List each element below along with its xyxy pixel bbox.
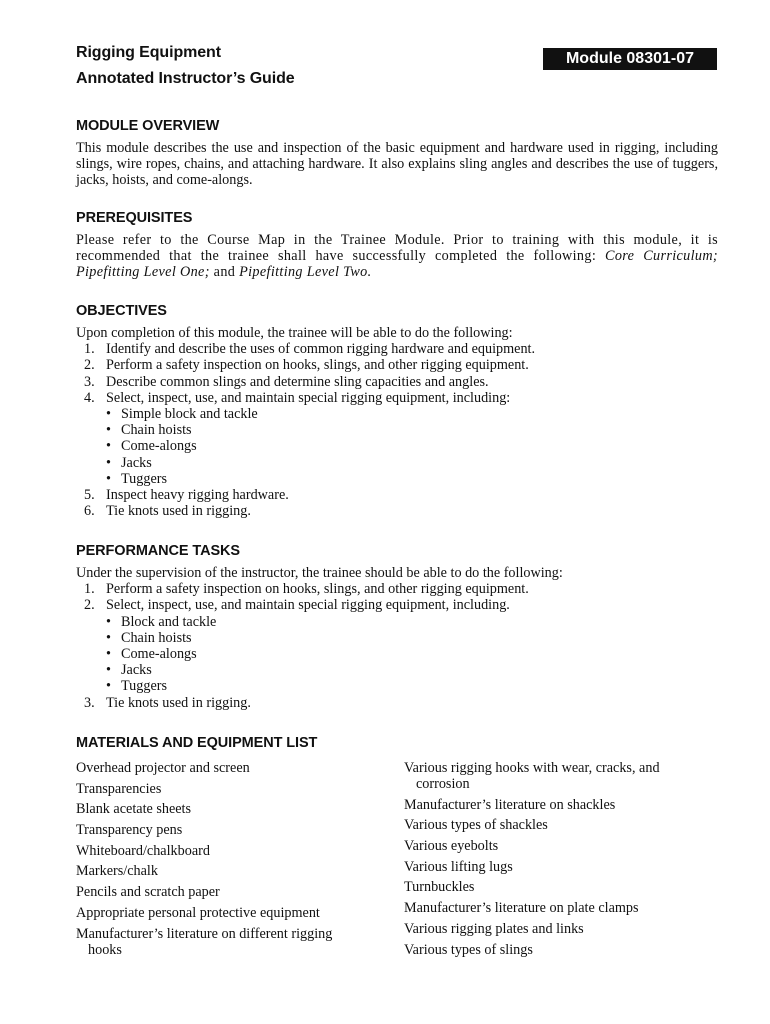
bullet-text: Tuggers — [121, 470, 167, 487]
task-item — [76, 581, 718, 597]
bullet-text: Chain hoists — [121, 422, 192, 439]
bullet-item — [106, 422, 718, 438]
bullet-text: Jacks — [121, 454, 152, 471]
objective-text: Describe common slings and determine sling capacities and angles. — [106, 373, 489, 390]
materials-left-column — [76, 760, 376, 962]
material-item — [76, 863, 376, 879]
material-text-continued: hooks — [88, 941, 122, 958]
material-text: Appropriate personal protective equipment — [76, 904, 320, 921]
task-number: 3. — [84, 694, 95, 711]
material-text: Various rigging plates and links — [404, 920, 584, 937]
bullet-icon: • — [106, 678, 111, 695]
module-overview-section — [76, 118, 718, 189]
objective-number: 6. — [84, 503, 95, 520]
bullet-icon: • — [106, 406, 111, 423]
prerequisite-reference: Pipefitting Level Two. — [239, 264, 372, 281]
performance-tasks-section — [76, 543, 718, 711]
document-subtitle: Annotated Instructor’s Guide — [76, 70, 295, 87]
material-text: Various rigging hooks with wear, cracks, and — [404, 760, 660, 776]
material-item — [76, 801, 376, 817]
objective-number: 2. — [84, 357, 95, 374]
material-item — [76, 760, 376, 776]
bullet-text: Chain hoists — [121, 629, 192, 646]
prerequisites-section — [76, 210, 718, 281]
prerequisites-text: Please refer to the Course Map in the Trainee Module. Prior to training with this module, it is recommended that the trainee shall have successfully completed the following: — [76, 232, 718, 265]
material-item — [404, 859, 704, 875]
bullet-item — [106, 678, 718, 694]
objective-item — [76, 487, 718, 503]
material-text: Various lifting lugs — [404, 858, 513, 875]
material-item — [404, 879, 704, 895]
bullet-text: Jacks — [121, 662, 152, 679]
material-item — [76, 781, 376, 797]
bullet-icon: • — [106, 662, 111, 679]
task-item — [76, 695, 718, 711]
objective-text: Perform a safety inspection on hooks, slings, and other rigging equipment. — [106, 357, 529, 374]
module-number-badge: Module 08301-07 — [543, 48, 717, 70]
bullet-icon: • — [106, 438, 111, 455]
objective-item — [76, 374, 718, 390]
material-text: Manufacturer’s literature on plate clamps — [404, 900, 639, 917]
task-number: 2. — [84, 597, 95, 614]
objective-text: Select, inspect, use, and maintain special rigging equipment, including: — [106, 389, 511, 406]
bullet-item — [106, 455, 718, 471]
objective-item — [76, 341, 718, 357]
objective-item — [76, 390, 718, 487]
objective-number: 4. — [84, 389, 95, 406]
material-item — [404, 797, 704, 813]
section-heading: OBJECTIVES — [76, 303, 167, 319]
bullet-icon: • — [106, 613, 111, 630]
material-item — [404, 900, 704, 916]
material-text: Blank acetate sheets — [76, 801, 192, 818]
task-sublist — [106, 614, 718, 695]
material-text: Manufacturer’s literature on different rigging — [76, 925, 333, 942]
objective-number: 3. — [84, 373, 95, 390]
objective-text: Tie knots used in rigging. — [106, 503, 251, 520]
bullet-item — [106, 662, 718, 678]
objectives-intro: Upon completion of this module, the trainee will be able to do the following: — [76, 325, 513, 341]
material-text: Various eyebolts — [404, 838, 499, 855]
bullet-item — [106, 438, 718, 454]
bullet-item — [106, 630, 718, 646]
section-heading: MATERIALS AND EQUIPMENT LIST — [76, 735, 318, 751]
material-text: Manufacturer’s literature on shackles — [404, 796, 616, 813]
material-text: Overhead projector and screen — [76, 760, 250, 776]
bullet-icon: • — [106, 422, 111, 439]
task-number: 1. — [84, 581, 95, 598]
material-text: Various types of slings — [404, 941, 533, 958]
material-item — [76, 905, 376, 921]
material-item — [76, 822, 376, 838]
objective-item — [76, 357, 718, 373]
material-text: Transparencies — [76, 780, 162, 797]
task-item — [76, 597, 718, 694]
bullet-icon: • — [106, 454, 111, 471]
bullet-text: Block and tackle — [121, 613, 217, 630]
material-text: Various types of shackles — [404, 817, 548, 834]
section-heading: PERFORMANCE TASKS — [76, 543, 240, 559]
task-text: Perform a safety inspection on hooks, slings, and other rigging equipment. — [106, 581, 529, 598]
task-text: Select, inspect, use, and maintain special rigging equipment, including. — [106, 597, 510, 614]
material-text: Transparency pens — [76, 822, 183, 839]
bullet-item — [106, 471, 718, 487]
bullet-text: Come-alongs — [121, 646, 197, 663]
objective-text: Inspect heavy rigging hardware. — [106, 487, 289, 504]
bullet-item — [106, 406, 718, 422]
material-text: Turnbuckles — [404, 879, 475, 896]
material-item — [76, 926, 376, 958]
bullet-icon: • — [106, 470, 111, 487]
bullet-icon: • — [106, 646, 111, 663]
document-title: Rigging Equipment — [76, 44, 221, 61]
bullet-item — [106, 614, 718, 630]
material-text: Whiteboard/chalkboard — [76, 842, 210, 859]
material-item — [404, 838, 704, 854]
material-text: Markers/chalk — [76, 863, 158, 880]
objective-text: Identify and describe the uses of common rigging hardware and equipment. — [106, 341, 536, 358]
objectives-section — [76, 303, 718, 519]
objective-item — [76, 503, 718, 519]
task-text: Tie knots used in rigging. — [106, 694, 251, 711]
material-item — [76, 843, 376, 859]
bullet-text: Come-alongs — [121, 438, 197, 455]
section-heading: MODULE OVERVIEW — [76, 118, 220, 134]
overview-paragraph: This module describes the use and inspection of the basic equipment and hardware used in rigging, including slings, wire ropes, chains, and attaching hardware. It also explains sling angles and describes the use of tuggers, jacks, hoists, and come-alongs. — [76, 140, 718, 189]
materials-right-column — [404, 760, 704, 962]
objective-number: 1. — [84, 341, 95, 358]
material-item — [404, 921, 704, 937]
material-item — [404, 817, 704, 833]
prerequisites-paragraph — [76, 232, 718, 281]
material-item — [404, 942, 704, 958]
tasks-list — [76, 581, 718, 711]
material-text: Pencils and scratch paper — [76, 884, 220, 901]
tasks-intro: Under the supervision of the instructor, the trainee should be able to do the following: — [76, 565, 563, 581]
prerequisite-reference: Core Curriculum; Pipefitting Level One; — [76, 248, 718, 281]
material-item — [76, 884, 376, 900]
objective-number: 5. — [84, 487, 95, 504]
material-item — [404, 760, 704, 792]
materials-section — [76, 735, 718, 757]
material-text-continued: corrosion — [416, 776, 470, 792]
bullet-item — [106, 646, 718, 662]
bullet-text: Tuggers — [121, 678, 167, 695]
objectives-list — [76, 341, 718, 519]
prerequisites-conjunction: and — [209, 264, 240, 281]
objective-sublist — [106, 406, 718, 487]
bullet-icon: • — [106, 629, 111, 646]
bullet-text: Simple block and tackle — [121, 406, 258, 423]
section-heading: PREREQUISITES — [76, 210, 193, 226]
